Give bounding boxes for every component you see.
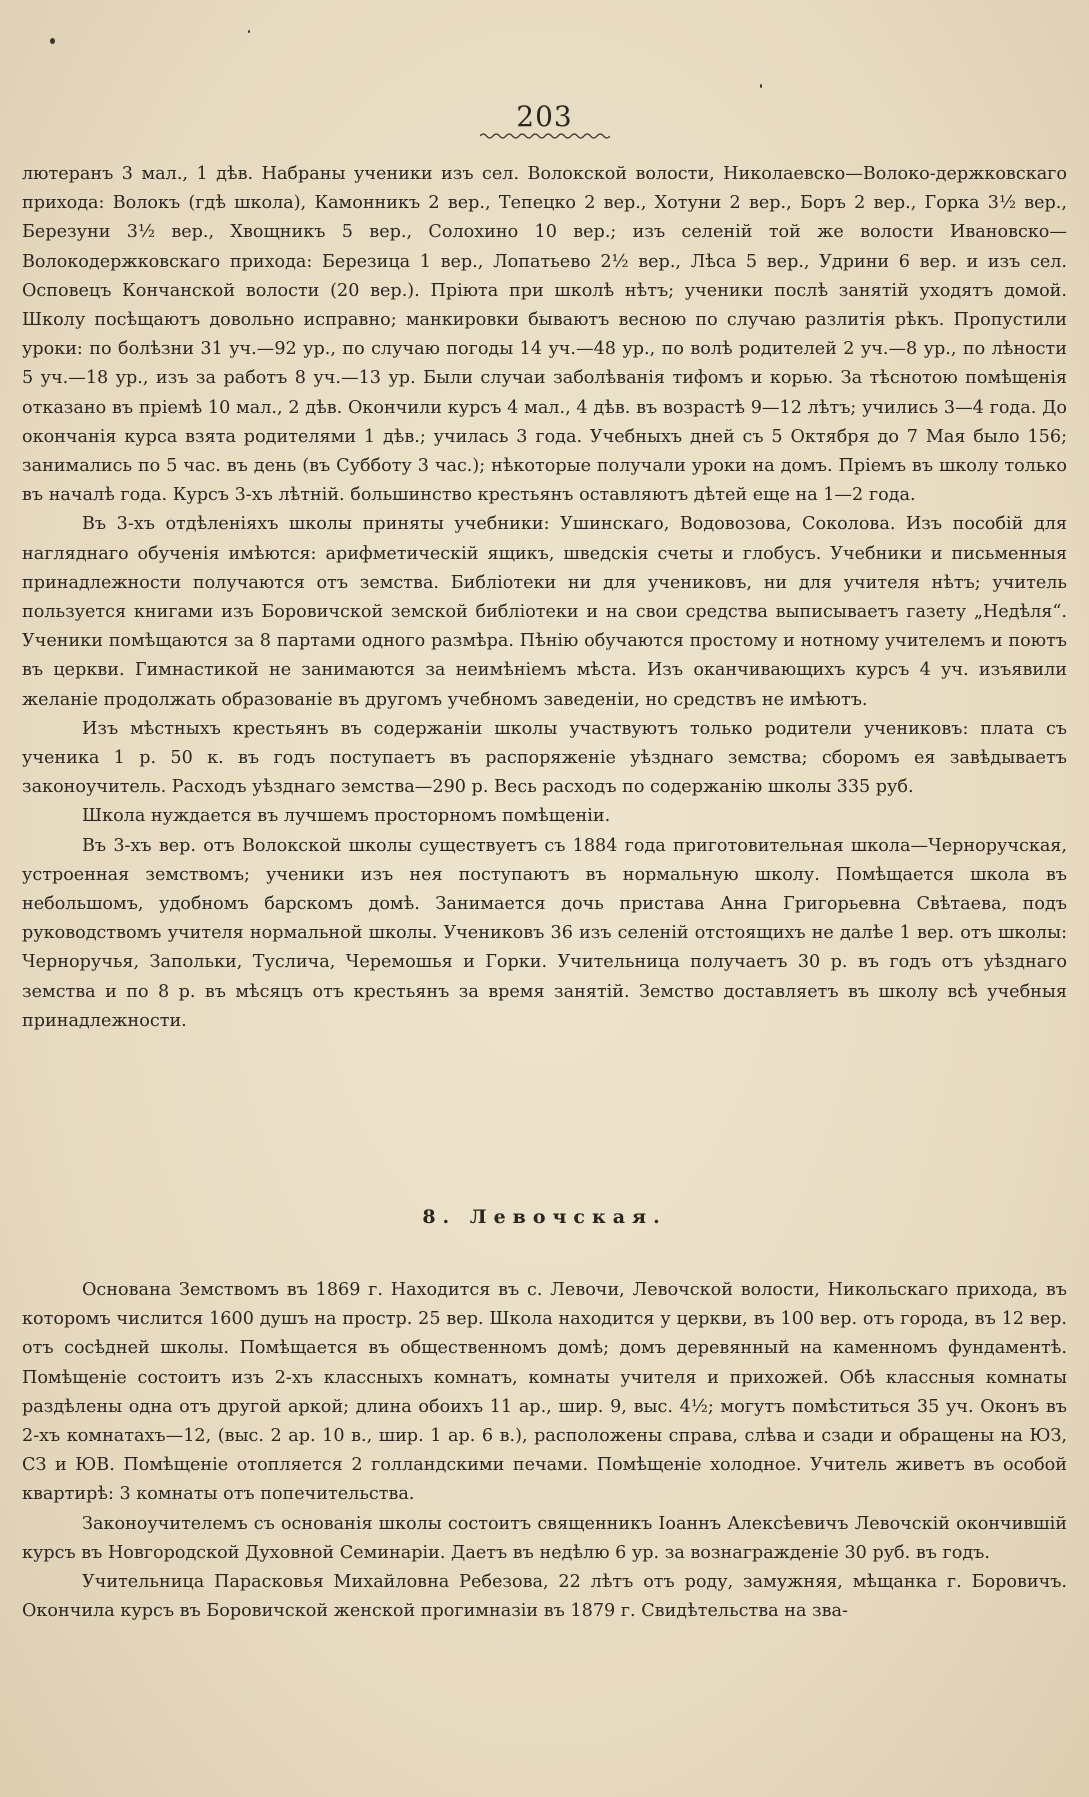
paragraph: Учительница Парасковья Михайловна Ребезова, 22 лѣтъ отъ роду, замужняя, мѣщанка г. Боровичъ. Окончила курсъ въ Боровичской женской прогимназiи въ 1879 г. Свидѣтельства на зва- — [22, 1572, 1067, 1622]
ink-speck — [248, 30, 250, 33]
paragraph: лютеранъ 3 мал., 1 дѣв. Набраны ученики изъ сел. Волокской волости, Николаевско—Волоко-держковскаго прихода: Волокъ (гдѣ школа), Камонникъ 2 вер., Тепецко 2 вер., Хотуни 2 вер., Боръ 2 вер., Горка 3½ вер., Березуни 3½ вер., Хвощникъ 5 вер., Солохино 10 вер.; изъ селеній той же волости Ивановско—Волокодержковскаго прихода: Березица 1 вер., Лопатьево 2½ вер., Лѣса 5 вер., Удрини 6 вер. и изъ сел. Осповецъ Кончанской волости (20 вер.). Прiюта при школѣ нѣтъ; ученики послѣ занятiй уходятъ домой. Школу посѣщаютъ довольно исправно; манкировки бываютъ весною по случаю разлитiя рѣкъ. Пропустили уроки: по болѣзни 31 уч.—92 ур., по случаю погоды 14 уч.—48 ур., по волѣ родителей 2 уч.—8 ур., по лѣности 5 уч.—18 ур., изъ за работъ 8 уч.—13 ур. Были случаи заболѣванiя тифомъ и корью. За тѣснотою помѣщенiя отказано въ прiемѣ 10 мал., 2 дѣв. Окончили курсъ 4 мал., 4 дѣв. въ возрастѣ 9—12 лѣтъ; учились 3—4 года. До окончанiя курса взята родителями 1 дѣв.; училась 3 года. Учебныхъ дней съ 5 Октября до 7 Мая было 156; занимались по 5 час. въ день (въ Субботу 3 час.); нѣкоторые получали уроки на домъ. Прiемъ въ школу только въ началѣ года. Курсъ 3-хъ лѣтнiй. большинство крестьянъ оставляютъ дѣтей еще на 1—2 года. — [22, 164, 1067, 506]
ink-speck — [760, 84, 762, 88]
paragraph: Законоучителемъ съ основанiя школы состоитъ священникъ Iоаннъ Алексѣевичъ Левочскiй окончившiй курсъ въ Новгородской Духовной Семинарiи. Даетъ въ недѣлю 6 ур. за вознагражденiе 30 руб. въ годъ. — [22, 1513, 1067, 1563]
section-heading: 8. Левочская. — [422, 1206, 667, 1228]
ink-speck — [50, 38, 55, 44]
page-number: 203 — [516, 100, 573, 133]
paragraph: Основана Земствомъ въ 1869 г. Находится въ с. Левочи, Левочской волости, Никольскаго прихода, въ которомъ числится 1600 душъ на простр. 25 вер. Школа находится у церкви, въ 100 вер. отъ города, въ 12 вер. отъ сосѣдней школы. Помѣщается въ общественномъ домѣ; домъ деревянный на каменномъ фундаментѣ. Помѣщенiе состоитъ изъ 2-хъ классныхъ комнатъ, комнаты учителя и прихожей. Обѣ классныя комнаты раздѣлены одна отъ другой аркой; длина обоихъ 11 ар., шир. 9, выс. 4½; могутъ помѣститься 35 уч. Оконъ въ 2-хъ комнатахъ—12, (выс. 2 ар. 10 в., шир. 1 ар. 6 в.), расположены справа, слѣва и сзади и обращены на ЮЗ, СЗ и ЮВ. Помѣщенiе отопляется 2 голландскими печами. Помѣщенiе холодное. Учитель живетъ въ особой квартирѣ: 3 комнаты отъ попечительства. — [22, 1280, 1067, 1505]
paragraph: Въ 3-хъ отдѣленiяхъ школы приняты учебники: Ушинскаго, Водовозова, Соколова. Изъ пособiй для нагляднаго обученiя имѣются: арифметическiй ящикъ, шведскiя счеты и глобусъ. Учебники и письменныя принадлежности получаются отъ земства. Библiотеки ни для учениковъ, ни для учителя нѣтъ; учитель пользуется книгами изъ Боровичской земской библiотеки и на свои средства выписываетъ газету „Недѣля“. Ученики помѣщаются за 8 партами одного размѣра. Пѣнiю обучаются простому и нотному учителемъ и поютъ въ церкви. Гимнастикой не занимаются за неимѣнiемъ мѣста. Изъ оканчивающихъ курсъ 4 уч. изъявили желанiе продолжать образованiе въ другомъ учебномъ заведенiи, но средствъ не имѣютъ. — [22, 514, 1067, 710]
paragraph: Школа нуждается въ лучшемъ просторномъ помѣщенiи. — [82, 806, 611, 827]
wavy-rule-ornament — [480, 132, 610, 140]
paragraph: Въ 3-хъ вер. отъ Волокской школы существуетъ съ 1884 года приготовительная школа—Черноручская, устроенная земствомъ; ученики изъ нея поступаютъ въ нормальную школу. Помѣщается школа въ небольшомъ, удобномъ барскомъ домѣ. Занимается дочь пристава Анна Григорьевна Свѣтаева, подъ руководствомъ учителя нормальной школы. Учениковъ 36 изъ селенiй отстоящихъ не далѣе 1 вер. отъ школы: Черноручья, Запольки, Туслича, Черемошья и Горки. Учительница получаетъ 30 р. въ годъ отъ уѣзднаго земства и по 8 р. въ мѣсяцъ отъ крестьянъ за время занятiй. Земство доставляетъ въ школу всѣ учебныя принадлежности. — [22, 835, 1067, 1031]
paragraph: Изъ мѣстныхъ крестьянъ въ содержанiи школы участвуютъ только родители учениковъ: плата съ ученика 1 р. 50 к. въ годъ поступаетъ въ распоряженiе уѣзднаго земства; сборомъ ея завѣдываетъ законоучитель. Расходъ уѣзднаго земства—290 р. Весь расходъ по содержанiю школы 335 руб. — [22, 718, 1067, 798]
article-text-lower — [22, 1276, 1067, 1626]
article-text-upper — [22, 160, 1067, 1036]
